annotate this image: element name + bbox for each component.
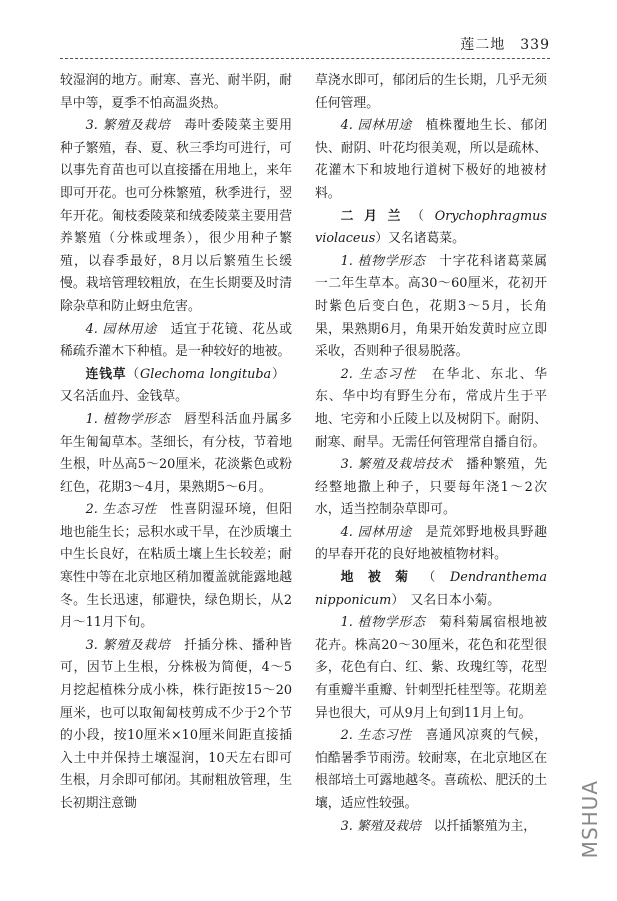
alias-text: 又名日本小菊。 — [397, 592, 501, 608]
section-heading: 3. 繁殖及栽培 — [340, 818, 421, 834]
paragraph-propagation — [60, 635, 292, 816]
paragraph-text: 适宜于花镜、花丛或稀疏乔灌木下种植。是一种较好的地被。 — [60, 321, 293, 360]
paragraph-text: 菊科菊属宿根地被花卉。株高20～30厘米，花色和花型很多，花色有白、红、紫、玫瑰红等，花型有重瓣半重瓣、针刺型托桂型等。花期差异也很大，可从9月上旬到11月上旬。 — [315, 615, 548, 721]
species-entry-dendranthema — [315, 567, 547, 612]
running-title-page-number: 莲二地 339 — [460, 37, 550, 53]
section-heading: 3. 繁殖及栽培 — [85, 118, 171, 134]
paragraph-text: 播种繁殖，先经整地撒上种子，只要每年浇1～2次水，适当控制杂草即可。 — [315, 457, 547, 518]
paragraph-text: 性喜阴湿环境，但阳地也能生长；忌积水或干旱，在沙质壤土中生长良好，在粘质土壤上生长较差；耐寒性中等在北京地区稍加覆盖就能露地越冬。生长迅速，郁避快，绿色期长，从2月～11月下旬。 — [60, 502, 293, 631]
section-heading: 4. 园林用途 — [85, 321, 157, 337]
paragraph-text: 在华北、东北、华东、华中均有野生分布，常成片生于平地、宅旁和小丘陵上以及树阴下。耐阴、耐寒、耐旱。无需任何管理常自播自衍。 — [315, 366, 547, 450]
left-column — [60, 70, 292, 816]
paragraph-morphology — [60, 409, 292, 499]
section-heading: 4. 园林用途 — [340, 524, 412, 540]
paragraph-text: 唇型科活血丹属多年生匍匐草本。茎细长，有分枝，节着地生根，叶丛高5～20厘米，花淡紫色或粉红色，花期3～4月，果熟期5～6月。 — [60, 411, 293, 495]
species-name: 连钱草 — [85, 366, 127, 382]
paragraph-landscape-use — [315, 522, 547, 567]
paren-open: （ — [126, 366, 141, 382]
latin-name: Glechoma longituba — [140, 366, 272, 382]
paren-close: ） — [391, 592, 398, 608]
running-header — [60, 30, 550, 59]
latin-name: Orychophragmus violaceus — [315, 208, 547, 247]
species-entry-orychophragmus — [315, 206, 547, 251]
section-heading: 2. 生态习性 — [85, 502, 157, 518]
alias-text: 又名诸葛菜。 — [388, 231, 465, 247]
paragraph-ecology — [315, 725, 547, 815]
section-heading: 3. 繁殖及栽培 — [85, 637, 171, 653]
section-heading: 1. 植物学形态 — [340, 253, 426, 269]
section-heading: 4. 园林用途 — [340, 118, 412, 134]
species-name: 地被菊 — [340, 570, 423, 586]
paragraph-continuation: 草浇水即可，郁闭后的生长期，几乎无须任何管理。 — [315, 73, 547, 111]
species-name: 二月兰 — [340, 208, 412, 224]
paragraph-landscape-use — [60, 319, 292, 364]
section-heading: 2. 生态习性 — [340, 366, 418, 382]
paren-close: ） — [271, 366, 280, 382]
section-heading: 1. 植物学形态 — [85, 411, 171, 427]
paragraph-continuation: 较湿润的地方。耐寒、喜光、耐半阴，耐旱中等，夏季不怕高温炎热。 — [60, 73, 292, 111]
paragraph-text: 植株覆地生长、郁闭快、耐阴、叶花均很美观，所以是疏林、花灌木下和坡地行道树下极好的地被材料。 — [315, 118, 548, 201]
paragraph-text: 扦插分株、播种皆可，因节上生根，分株极为简便，4～5月挖起植株分成小株，株行距按15～20厘米，也可以取匍匐枝剪成不少于2个节的小段，按10厘米×10厘米间距直接插入土中并保持土壤湿润，10天左右即可生根，月余即可郁闭。其耐粗放管理，生长初期注意锄 — [60, 637, 293, 811]
section-heading: 1. 植物学形态 — [340, 615, 426, 631]
paragraph-text: 是荒郊野地极具野趣的早春开花的良好地被植物材料。 — [315, 524, 548, 563]
watermark: MSHUA — [578, 780, 602, 859]
paren-open: （ — [411, 208, 435, 224]
latin-name: Dendranthema nipponicum — [315, 570, 548, 608]
paragraph-morphology — [315, 612, 547, 725]
paragraph-morphology — [315, 251, 547, 364]
paragraph-propagation — [315, 454, 547, 522]
paragraph-propagation — [60, 115, 292, 318]
right-column — [315, 70, 547, 838]
paragraph-text: 以扦插繁殖为主， — [420, 818, 537, 834]
alias-text: 又名活血丹、金钱草。 — [60, 366, 292, 405]
section-heading: 3. 繁殖及栽培技术 — [340, 457, 453, 473]
paragraph-ecology — [60, 499, 292, 635]
paragraph-text: 喜通风凉爽的气候，怕酷暑季节雨涝。较耐寒，在北京地区在根部培土可露地越冬。喜疏松、肥沃的土壤，适应性较强。 — [315, 728, 548, 811]
section-heading: 2. 生态习性 — [340, 728, 412, 744]
paragraph-text: 十字花科诸葛菜属一二年生草本。高30～60厘米，花初开时紫色后变白色，花期3～5月，长角果，果熟期6月，角果开始发黄时应立即采收，否则种子很易脱落。 — [315, 253, 548, 360]
paren-close: ） — [375, 231, 389, 247]
paragraph-landscape-use — [315, 115, 547, 205]
species-entry-glechoma — [60, 364, 292, 409]
paren-open: （ — [422, 570, 451, 586]
paragraph-text: 毒叶委陵菜主要用种子繁殖，春、夏、秋三季均可进行，可以事先育苗也可以直接播在用地上，来年即可开花。也可分株繁殖，秋季进行，翌年开花。匍枝委陵菜和绒委陵菜主要用营养繁殖（分株或埋条），很少用种子繁殖，以春季最好，8月以后繁殖生长缓慢。栽培管理较粗放，在生长期要及时清除杂草和防止蚜虫危害。 — [60, 118, 293, 314]
paragraph-ecology — [315, 364, 547, 454]
paragraph-propagation — [315, 816, 547, 839]
